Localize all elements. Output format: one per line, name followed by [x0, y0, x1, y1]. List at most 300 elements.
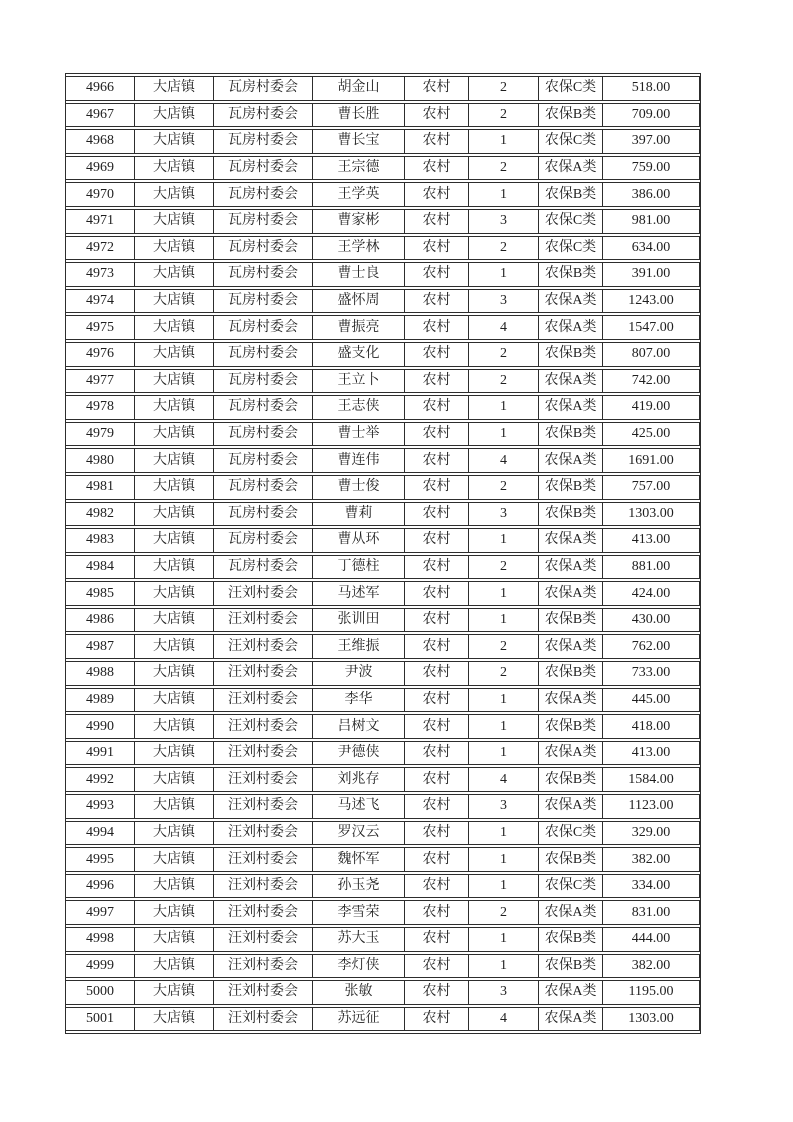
cell-amount: 1303.00: [603, 1007, 700, 1032]
cell-serial: 4986: [66, 608, 135, 633]
table-row: [66, 236, 700, 261]
cell-name: 王志侠: [313, 395, 405, 420]
cell-name: 曹士俊: [313, 475, 405, 500]
cell-category: 农保C类: [539, 209, 603, 234]
cell-amount: 397.00: [603, 129, 700, 154]
cell-count: 1: [469, 528, 539, 553]
cell-village: 瓦房村委会: [214, 209, 313, 234]
cell-amount: 391.00: [603, 262, 700, 287]
cell-category: 农保C类: [539, 76, 603, 101]
table-row: [66, 395, 700, 420]
cell-name: 马述飞: [313, 794, 405, 819]
cell-residence: 农村: [405, 1007, 469, 1032]
cell-name: 李灯侠: [313, 954, 405, 979]
cell-village: 汪刘村委会: [214, 927, 313, 952]
cell-category: 农保A类: [539, 555, 603, 580]
cell-serial: 4997: [66, 900, 135, 925]
cell-town: 大店镇: [135, 741, 214, 766]
table-row: [66, 182, 700, 207]
table-row: [66, 369, 700, 394]
cell-name: 王学林: [313, 236, 405, 261]
cell-residence: 农村: [405, 980, 469, 1005]
cell-village: 瓦房村委会: [214, 395, 313, 420]
cell-town: 大店镇: [135, 821, 214, 846]
table-row: [66, 634, 700, 659]
cell-village: 瓦房村委会: [214, 315, 313, 340]
cell-serial: 4971: [66, 209, 135, 234]
cell-serial: 4972: [66, 236, 135, 261]
cell-village: 汪刘村委会: [214, 741, 313, 766]
cell-name: 刘兆存: [313, 767, 405, 792]
cell-name: 马述军: [313, 581, 405, 606]
cell-count: 2: [469, 475, 539, 500]
cell-category: 农保C类: [539, 874, 603, 899]
cell-residence: 农村: [405, 156, 469, 181]
cell-village: 汪刘村委会: [214, 874, 313, 899]
cell-serial: 4982: [66, 502, 135, 527]
cell-serial: 4998: [66, 927, 135, 952]
cell-serial: 4984: [66, 555, 135, 580]
cell-residence: 农村: [405, 634, 469, 659]
cell-town: 大店镇: [135, 502, 214, 527]
cell-residence: 农村: [405, 315, 469, 340]
cell-town: 大店镇: [135, 209, 214, 234]
cell-serial: 4991: [66, 741, 135, 766]
cell-town: 大店镇: [135, 581, 214, 606]
cell-name: 李华: [313, 688, 405, 713]
cell-name: 吕树文: [313, 714, 405, 739]
cell-residence: 农村: [405, 954, 469, 979]
cell-category: 农保B类: [539, 342, 603, 367]
cell-amount: 413.00: [603, 741, 700, 766]
cell-residence: 农村: [405, 289, 469, 314]
cell-category: 农保B类: [539, 661, 603, 686]
cell-village: 汪刘村委会: [214, 688, 313, 713]
cell-village: 汪刘村委会: [214, 794, 313, 819]
cell-village: 汪刘村委会: [214, 980, 313, 1005]
cell-name: 曹长胜: [313, 103, 405, 128]
cell-count: 4: [469, 1007, 539, 1032]
cell-town: 大店镇: [135, 794, 214, 819]
table-row: [66, 714, 700, 739]
cell-category: 农保A类: [539, 794, 603, 819]
cell-residence: 农村: [405, 236, 469, 261]
cell-category: 农保A类: [539, 315, 603, 340]
cell-residence: 农村: [405, 76, 469, 101]
table-row: [66, 555, 700, 580]
cell-town: 大店镇: [135, 528, 214, 553]
cell-category: 农保A类: [539, 688, 603, 713]
cell-serial: 4981: [66, 475, 135, 500]
table-body: [66, 76, 700, 1031]
cell-category: 农保A类: [539, 980, 603, 1005]
cell-village: 瓦房村委会: [214, 289, 313, 314]
cell-category: 农保C类: [539, 129, 603, 154]
cell-category: 农保A类: [539, 1007, 603, 1032]
cell-village: 瓦房村委会: [214, 422, 313, 447]
cell-category: 农保C类: [539, 821, 603, 846]
cell-serial: 4966: [66, 76, 135, 101]
cell-residence: 农村: [405, 448, 469, 473]
table-row: [66, 927, 700, 952]
cell-residence: 农村: [405, 741, 469, 766]
cell-count: 1: [469, 395, 539, 420]
cell-village: 瓦房村委会: [214, 528, 313, 553]
cell-name: 王宗德: [313, 156, 405, 181]
cell-village: 瓦房村委会: [214, 236, 313, 261]
cell-amount: 1547.00: [603, 315, 700, 340]
table-row: [66, 209, 700, 234]
cell-village: 瓦房村委会: [214, 103, 313, 128]
cell-residence: 农村: [405, 528, 469, 553]
cell-count: 2: [469, 555, 539, 580]
table-row: [66, 342, 700, 367]
cell-name: 苏远征: [313, 1007, 405, 1032]
cell-category: 农保B类: [539, 475, 603, 500]
cell-count: 1: [469, 821, 539, 846]
cell-category: 农保A类: [539, 741, 603, 766]
cell-amount: 425.00: [603, 422, 700, 447]
cell-name: 盛怀周: [313, 289, 405, 314]
cell-count: 2: [469, 634, 539, 659]
cell-town: 大店镇: [135, 980, 214, 1005]
cell-name: 王立卜: [313, 369, 405, 394]
cell-town: 大店镇: [135, 847, 214, 872]
cell-count: 1: [469, 129, 539, 154]
cell-amount: 881.00: [603, 555, 700, 580]
cell-town: 大店镇: [135, 315, 214, 340]
cell-amount: 418.00: [603, 714, 700, 739]
cell-amount: 807.00: [603, 342, 700, 367]
cell-serial: 5000: [66, 980, 135, 1005]
cell-residence: 农村: [405, 129, 469, 154]
cell-residence: 农村: [405, 767, 469, 792]
cell-residence: 农村: [405, 714, 469, 739]
cell-category: 农保A类: [539, 634, 603, 659]
cell-residence: 农村: [405, 395, 469, 420]
cell-village: 汪刘村委会: [214, 1007, 313, 1032]
cell-village: 瓦房村委会: [214, 555, 313, 580]
cell-count: 1: [469, 741, 539, 766]
cell-count: 1: [469, 954, 539, 979]
cell-serial: 4979: [66, 422, 135, 447]
cell-count: 2: [469, 900, 539, 925]
cell-amount: 831.00: [603, 900, 700, 925]
cell-residence: 农村: [405, 608, 469, 633]
cell-residence: 农村: [405, 794, 469, 819]
cell-village: 汪刘村委会: [214, 954, 313, 979]
cell-category: 农保A类: [539, 395, 603, 420]
cell-category: 农保B类: [539, 714, 603, 739]
cell-serial: 4994: [66, 821, 135, 846]
cell-serial: 4999: [66, 954, 135, 979]
cell-serial: 4988: [66, 661, 135, 686]
cell-town: 大店镇: [135, 900, 214, 925]
cell-count: 2: [469, 156, 539, 181]
table-row: [66, 528, 700, 553]
cell-count: 4: [469, 315, 539, 340]
cell-amount: 981.00: [603, 209, 700, 234]
table-row: [66, 821, 700, 846]
cell-count: 2: [469, 236, 539, 261]
cell-residence: 农村: [405, 900, 469, 925]
cell-amount: 518.00: [603, 76, 700, 101]
table-row: [66, 741, 700, 766]
cell-serial: 4995: [66, 847, 135, 872]
cell-town: 大店镇: [135, 262, 214, 287]
cell-serial: 4996: [66, 874, 135, 899]
cell-category: 农保A类: [539, 900, 603, 925]
cell-village: 汪刘村委会: [214, 581, 313, 606]
table-row: [66, 874, 700, 899]
cell-amount: 757.00: [603, 475, 700, 500]
cell-serial: 4980: [66, 448, 135, 473]
table-row: [66, 129, 700, 154]
cell-name: 罗汉云: [313, 821, 405, 846]
cell-serial: 5001: [66, 1007, 135, 1032]
cell-serial: 4987: [66, 634, 135, 659]
cell-amount: 445.00: [603, 688, 700, 713]
cell-count: 4: [469, 448, 539, 473]
cell-amount: 1195.00: [603, 980, 700, 1005]
cell-name: 曹士举: [313, 422, 405, 447]
cell-category: 农保B类: [539, 262, 603, 287]
table-row: [66, 661, 700, 686]
cell-amount: 424.00: [603, 581, 700, 606]
cell-category: 农保B类: [539, 502, 603, 527]
cell-category: 农保B类: [539, 182, 603, 207]
cell-town: 大店镇: [135, 448, 214, 473]
cell-town: 大店镇: [135, 1007, 214, 1032]
cell-name: 曹家彬: [313, 209, 405, 234]
cell-village: 瓦房村委会: [214, 76, 313, 101]
cell-residence: 农村: [405, 502, 469, 527]
table-row: [66, 767, 700, 792]
table-row: [66, 289, 700, 314]
cell-name: 曹连伟: [313, 448, 405, 473]
cell-category: 农保B类: [539, 608, 603, 633]
cell-town: 大店镇: [135, 76, 214, 101]
cell-town: 大店镇: [135, 156, 214, 181]
cell-village: 汪刘村委会: [214, 900, 313, 925]
cell-residence: 农村: [405, 581, 469, 606]
cell-count: 3: [469, 289, 539, 314]
cell-amount: 1303.00: [603, 502, 700, 527]
cell-residence: 农村: [405, 661, 469, 686]
cell-serial: 4969: [66, 156, 135, 181]
cell-category: 农保B类: [539, 954, 603, 979]
cell-count: 2: [469, 661, 539, 686]
cell-town: 大店镇: [135, 767, 214, 792]
table-row: [66, 980, 700, 1005]
cell-town: 大店镇: [135, 475, 214, 500]
cell-amount: 709.00: [603, 103, 700, 128]
cell-category: 农保A类: [539, 289, 603, 314]
cell-serial: 4990: [66, 714, 135, 739]
cell-residence: 农村: [405, 821, 469, 846]
cell-town: 大店镇: [135, 342, 214, 367]
cell-village: 瓦房村委会: [214, 342, 313, 367]
table-row: [66, 475, 700, 500]
cell-category: 农保A类: [539, 528, 603, 553]
cell-town: 大店镇: [135, 688, 214, 713]
table-row: [66, 156, 700, 181]
cell-name: 张敏: [313, 980, 405, 1005]
cell-town: 大店镇: [135, 182, 214, 207]
cell-category: 农保C类: [539, 236, 603, 261]
cell-residence: 农村: [405, 209, 469, 234]
cell-amount: 334.00: [603, 874, 700, 899]
cell-count: 3: [469, 794, 539, 819]
cell-name: 李雪荣: [313, 900, 405, 925]
cell-town: 大店镇: [135, 103, 214, 128]
cell-serial: 4978: [66, 395, 135, 420]
cell-category: 农保B类: [539, 927, 603, 952]
cell-name: 张训田: [313, 608, 405, 633]
cell-amount: 329.00: [603, 821, 700, 846]
cell-name: 胡金山: [313, 76, 405, 101]
cell-name: 孙玉尧: [313, 874, 405, 899]
cell-amount: 759.00: [603, 156, 700, 181]
cell-serial: 4968: [66, 129, 135, 154]
cell-village: 汪刘村委会: [214, 767, 313, 792]
cell-count: 2: [469, 76, 539, 101]
cell-amount: 742.00: [603, 369, 700, 394]
cell-village: 瓦房村委会: [214, 369, 313, 394]
cell-count: 2: [469, 369, 539, 394]
cell-count: 3: [469, 209, 539, 234]
cell-residence: 农村: [405, 422, 469, 447]
cell-town: 大店镇: [135, 608, 214, 633]
cell-count: 1: [469, 714, 539, 739]
cell-serial: 4983: [66, 528, 135, 553]
cell-amount: 413.00: [603, 528, 700, 553]
table-row: [66, 103, 700, 128]
cell-residence: 农村: [405, 262, 469, 287]
cell-village: 瓦房村委会: [214, 129, 313, 154]
cell-amount: 419.00: [603, 395, 700, 420]
cell-category: 农保B类: [539, 767, 603, 792]
cell-residence: 农村: [405, 103, 469, 128]
cell-count: 2: [469, 342, 539, 367]
cell-town: 大店镇: [135, 927, 214, 952]
cell-village: 汪刘村委会: [214, 714, 313, 739]
cell-amount: 1691.00: [603, 448, 700, 473]
cell-village: 瓦房村委会: [214, 156, 313, 181]
table-row: [66, 581, 700, 606]
table-row: [66, 900, 700, 925]
cell-serial: 4977: [66, 369, 135, 394]
cell-category: 农保B类: [539, 103, 603, 128]
cell-name: 曹长宝: [313, 129, 405, 154]
cell-count: 3: [469, 502, 539, 527]
cell-name: 王维振: [313, 634, 405, 659]
cell-name: 王学英: [313, 182, 405, 207]
cell-town: 大店镇: [135, 422, 214, 447]
cell-town: 大店镇: [135, 236, 214, 261]
cell-name: 尹波: [313, 661, 405, 686]
cell-amount: 386.00: [603, 182, 700, 207]
cell-count: 4: [469, 767, 539, 792]
cell-serial: 4967: [66, 103, 135, 128]
cell-serial: 4974: [66, 289, 135, 314]
cell-town: 大店镇: [135, 634, 214, 659]
cell-residence: 农村: [405, 555, 469, 580]
cell-count: 1: [469, 182, 539, 207]
cell-amount: 382.00: [603, 954, 700, 979]
cell-count: 1: [469, 874, 539, 899]
cell-town: 大店镇: [135, 289, 214, 314]
cell-village: 瓦房村委会: [214, 502, 313, 527]
cell-name: 苏大玉: [313, 927, 405, 952]
cell-count: 1: [469, 688, 539, 713]
cell-name: 曹振亮: [313, 315, 405, 340]
cell-town: 大店镇: [135, 129, 214, 154]
cell-category: 农保A类: [539, 448, 603, 473]
pension-roster-table: [65, 73, 701, 1034]
cell-count: 1: [469, 581, 539, 606]
cell-residence: 农村: [405, 182, 469, 207]
cell-name: 丁德柱: [313, 555, 405, 580]
cell-amount: 1243.00: [603, 289, 700, 314]
cell-town: 大店镇: [135, 954, 214, 979]
cell-village: 瓦房村委会: [214, 182, 313, 207]
cell-residence: 农村: [405, 688, 469, 713]
table-row: [66, 502, 700, 527]
table-row: [66, 794, 700, 819]
table-row: [66, 262, 700, 287]
cell-serial: 4970: [66, 182, 135, 207]
cell-serial: 4989: [66, 688, 135, 713]
cell-serial: 4976: [66, 342, 135, 367]
cell-name: 曹莉: [313, 502, 405, 527]
cell-amount: 1584.00: [603, 767, 700, 792]
cell-name: 尹德侠: [313, 741, 405, 766]
cell-town: 大店镇: [135, 369, 214, 394]
cell-count: 1: [469, 608, 539, 633]
cell-serial: 4973: [66, 262, 135, 287]
cell-category: 农保A类: [539, 369, 603, 394]
cell-village: 汪刘村委会: [214, 608, 313, 633]
table-row: [66, 76, 700, 101]
cell-residence: 农村: [405, 369, 469, 394]
cell-village: 瓦房村委会: [214, 475, 313, 500]
cell-category: 农保B类: [539, 422, 603, 447]
cell-name: 盛支化: [313, 342, 405, 367]
table-row: [66, 847, 700, 872]
table-row: [66, 422, 700, 447]
cell-count: 2: [469, 103, 539, 128]
cell-count: 1: [469, 927, 539, 952]
cell-amount: 444.00: [603, 927, 700, 952]
cell-village: 瓦房村委会: [214, 448, 313, 473]
cell-name: 曹士良: [313, 262, 405, 287]
cell-residence: 农村: [405, 475, 469, 500]
cell-town: 大店镇: [135, 661, 214, 686]
cell-village: 汪刘村委会: [214, 821, 313, 846]
table-row: [66, 315, 700, 340]
cell-count: 3: [469, 980, 539, 1005]
cell-category: 农保A类: [539, 581, 603, 606]
cell-serial: 4992: [66, 767, 135, 792]
cell-village: 瓦房村委会: [214, 262, 313, 287]
cell-amount: 733.00: [603, 661, 700, 686]
cell-village: 汪刘村委会: [214, 661, 313, 686]
cell-category: 农保A类: [539, 156, 603, 181]
cell-name: 曹从环: [313, 528, 405, 553]
cell-serial: 4993: [66, 794, 135, 819]
cell-amount: 762.00: [603, 634, 700, 659]
